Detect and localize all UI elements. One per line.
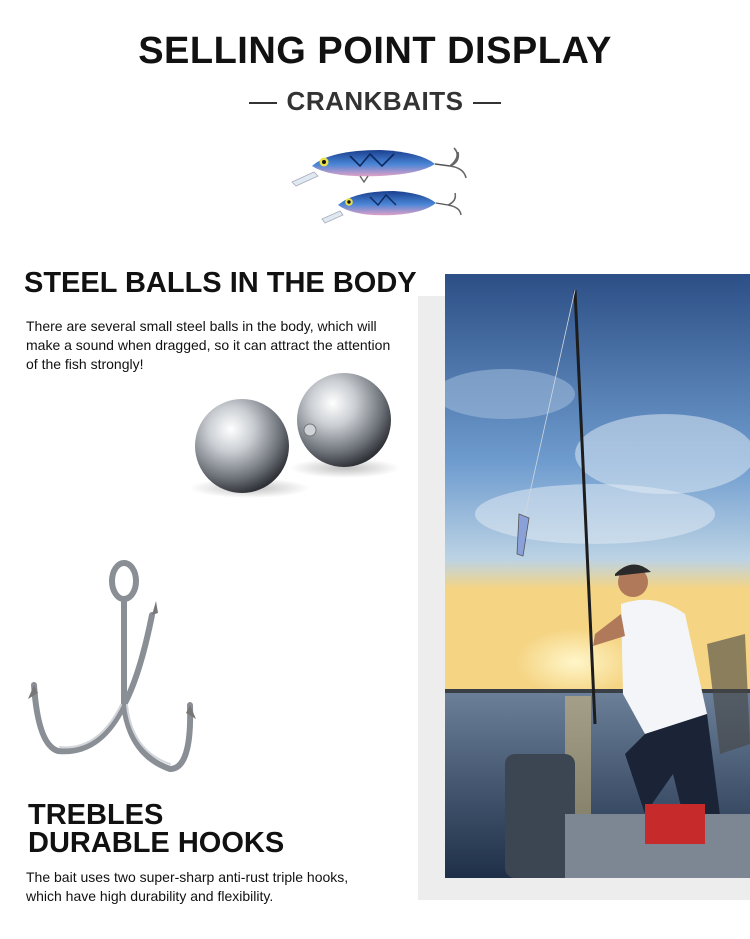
page-title: SELLING POINT DISPLAY (138, 30, 612, 72)
steel-balls-icon (180, 360, 400, 500)
subtitle-text: CRANKBAITS (286, 86, 464, 116)
crankbait-lure-icon (290, 142, 475, 188)
dash-right (473, 102, 501, 104)
hooks-description: The bait uses two super-sharp anti-rust triple hooks, which have high durability and flexibility. (26, 869, 349, 904)
treble-hook-icon (20, 555, 210, 785)
crankbait-lure-icon (320, 185, 470, 225)
dash-left (249, 102, 277, 104)
steel-description: There are several small steel balls in the body, which will make a sound when dragged, so it can attract the attention of the fish strongly! (26, 318, 391, 372)
page-subtitle (0, 86, 750, 117)
fisherman-on-boat-photo (445, 274, 750, 878)
steel-heading: STEEL BALLS IN THE BODY (24, 267, 417, 299)
hooks-heading-line2: DURABLE HOOKS (28, 827, 285, 859)
hooks-heading-line1: TREBLES (28, 799, 164, 831)
